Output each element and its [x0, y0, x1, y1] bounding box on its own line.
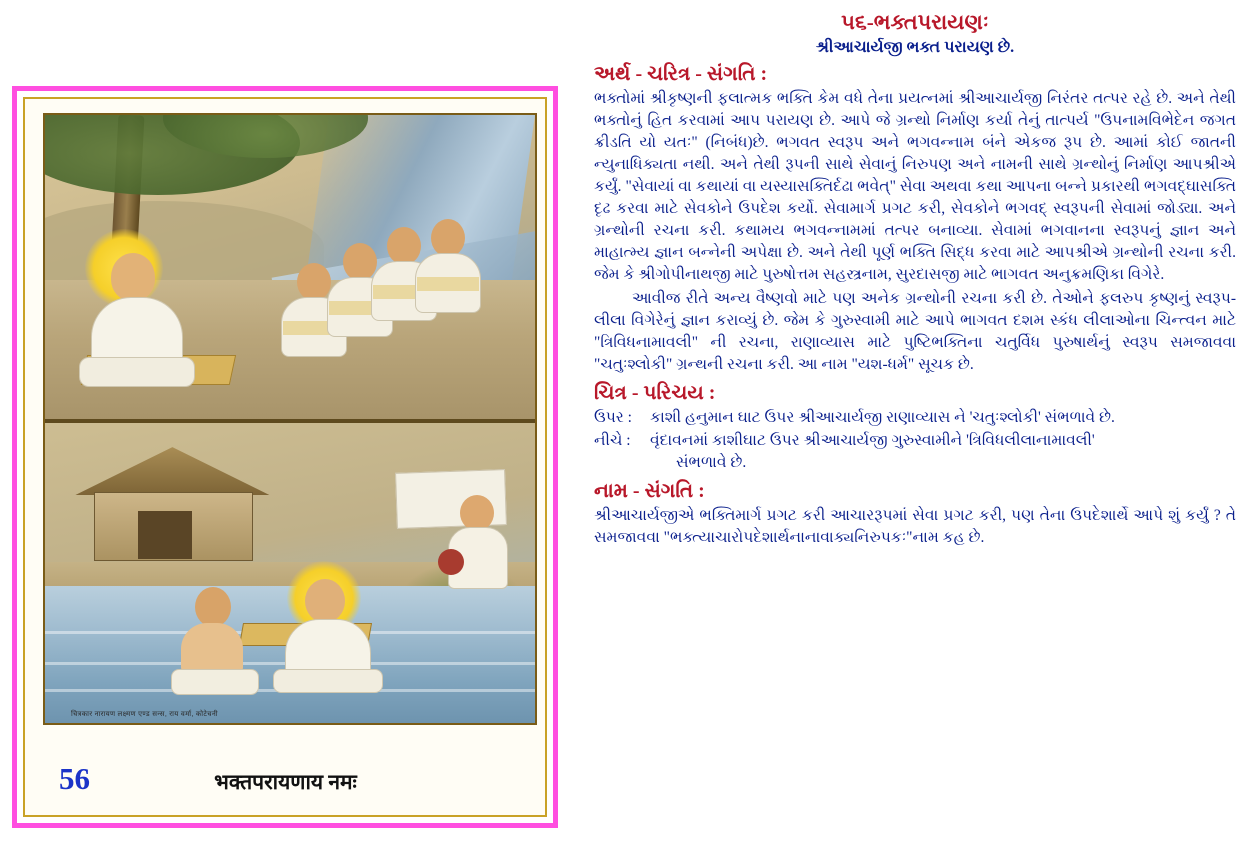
- figure-head: [297, 263, 331, 301]
- section-heading-nama-sangati: નામ - સંગતિ :: [594, 480, 705, 502]
- figure-legs: [273, 669, 383, 693]
- caption-label: ઉપર :: [594, 409, 632, 426]
- painting-frame: [43, 113, 537, 725]
- page-number: 56: [59, 761, 90, 796]
- page-subtitle: શ્રીઆચાર્યજી ભક્ત પરાયણ છે.: [815, 39, 1015, 56]
- figure-head: [195, 587, 231, 627]
- artist-signature: चित्रकार नारायण लक्ष्मण एण्ड सन्स, राय वर्मा, कोटेचनी: [71, 711, 218, 718]
- painting-top-panel: [45, 115, 535, 421]
- plate-caption: भक्तपरायणाय नमः: [214, 770, 357, 794]
- paragraph: ભક્તોમાં શ્રીકૃષ્ણની ફલાત્મક ભક્તિ કેમ વધે તેના પ્રયત્નમાં શ્રીઆચાર્યજી નિરંતર તત્પર રહે છે. અને તેથી ભક્તોનું હિત કરવામાં આપ પરાયણ છે. આપે જે ગ્રન્થો નિર્માણ કર્યા તેનું તાત્પર્ય "ઉપનામવિભેદેન જગત ક્રીડતિ યો યતઃ" (નિબંધ)છે. ભગવત સ્વરૂપ અને ભગવન્નામ બંને એકજ રૂપ છે. આમાં કોઈ જાતની ન્યુનાધિક્યતા નથી. અને તેથી રૂપની સાથે સેવાનું નિરુપણ અને નામની સાથે ગ્રન્થોનું નિર્માણ આપશ્રીએ કર્યું. "સેવાયાં વા કથાયાં વા યસ્યાસક્તિર્દઢા ભવેત્" સેવા અથવા કથા આપના બન્ને પ્રકારથી ભગવદ્ઘાસક્તિ દૃઢ કરવા માટે સેવકોને ઉપદેશ કર્યો. સેવામાર્ગ પ્રગટ કરી, સેવકોને ભગવદ્ સ્વરૂપની સેવામાં જોડ્યા. અને ગ્રન્થોની રચના કરી. કથામય ભગવન્નામમાં તત્પર બનાવ્યા. સેવામાં ભગવાનના સ્વરૂપનું જ્ઞાન અને માહાત્મ્ય જ્ઞાન બન્નેની અપેક્ષા છે. અને તેથી પૂર્ણ ભક્તિ સિદ્ધ કરવા માટે આપશ્રીએ ગ્રન્થોની રચના કરી. જેમ કે શ્રીગોપીનાથજી માટે પુરુષોત્તમ સહસ્ત્રનામ, સુરદાસજી માટે ભાગવત અનુક્રમણિકા વિગેરે.: [594, 90, 1236, 283]
- plate-inner-border: [23, 97, 547, 817]
- paragraph: શ્રીઆચાર્યજીએ ભક્તિમાર્ગ પ્રગટ કરી આચારરૂપમાં સેવા પ્રગટ કરી, પણ તેના ઉપદેશાર્થે આપે શું કર્યું ? તે સમજાવવા "ભક્ત્યાચારોપદેશાર્થનાનાવાક્યનિરુપકઃ"નામ કહ છે.: [594, 507, 1236, 546]
- caption-text-line1: વૃંદાવનમાં કાશીઘાટ ઉપર શ્રીઆચાર્યજી ગુરુસ્વામીને 'ત્રિવિધલીલાનામાવલી': [650, 432, 1095, 449]
- figure-disciple-seated: [173, 587, 259, 697]
- figure-acharya-seated: [281, 573, 391, 693]
- caption-row-lower: [594, 430, 1236, 474]
- figure-legs: [171, 669, 259, 695]
- figure-legs: [79, 357, 195, 387]
- page-title: ૫૬-ભક્તપરાયણઃ: [841, 10, 989, 34]
- caption-text: [650, 430, 1236, 474]
- section-heading-artha-charitra: અર્થ - ચરિત્ર - સંગતિ :: [594, 63, 768, 85]
- text-column: [588, 0, 1246, 841]
- hut-door: [138, 511, 192, 559]
- figure-head: [111, 253, 155, 301]
- figure-head: [305, 579, 345, 623]
- paragraph: આવીજ રીતે અન્ય વૈષ્ણવો માટે પણ અનેક ગ્રન્થોની રચના કરી છે. તેઓને ફલરુપ કૃષ્ણનું સ્વરૂપ-લીલા વિગેરેનું જ્ઞાન કરાવ્યું છે. જેમ કે ગુરુસ્વામી માટે આપે ભાગવત દશમ સ્કંધ લીલાઓના ચિન્ત્વન માટે "ત્રિવિધનામાવલી" ની રચના, રાણાવ્યાસ માટે પુષ્ટિભક્તિના ચતુર્વિધ પુરુષાર્થનું સ્વરૂપ સમજાવવા "ચતુઃશ્લોકી" ગ્રન્થની રચના કરી. આ નામ "યશ-ધર્મ" સૂચક છે.: [594, 290, 1236, 373]
- figure-standing-attendant: [448, 495, 506, 587]
- caption-text-line2: સંભળાવે છે.: [676, 454, 747, 471]
- figure-acharya-seated: [99, 243, 199, 393]
- figure-torso: [181, 623, 243, 675]
- figure-disciple-4: [415, 219, 485, 339]
- plate-footer: [25, 761, 545, 797]
- figure-shawl: [417, 277, 479, 291]
- section-heading-chitra-parichaya: ચિત્ર - પરિચય :: [594, 382, 716, 404]
- figure-head: [460, 495, 494, 531]
- illustration-plate: [12, 86, 558, 828]
- caption-row-upper: [594, 407, 1236, 429]
- water-pot: [438, 549, 464, 575]
- painting-bottom-panel: [45, 423, 535, 725]
- figure-head: [431, 219, 465, 257]
- caption-label: નીચે :: [594, 432, 631, 449]
- caption-text: કાશી હનુમાન ઘાટ ઉપર શ્રીઆચાર્યજી રાણાવ્યાસ ને 'ચતુઃશ્લોકી' સંભળાવે છે.: [650, 409, 1115, 426]
